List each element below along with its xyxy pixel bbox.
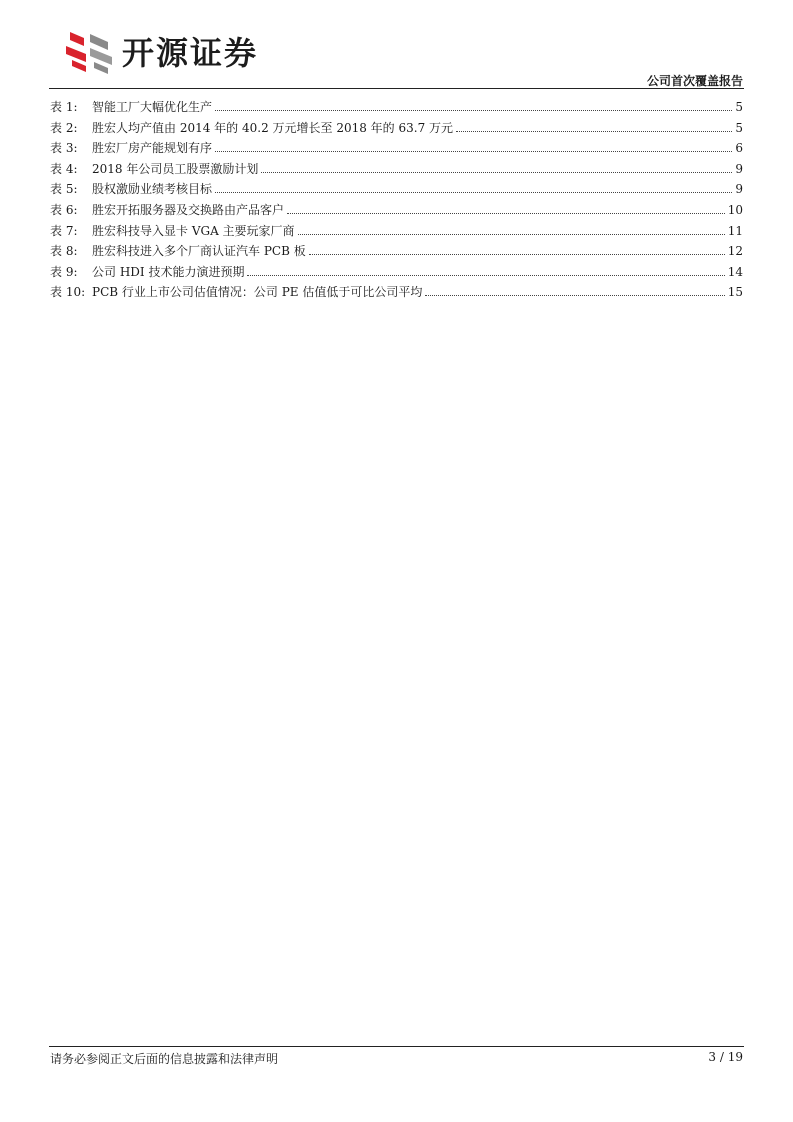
toc-entry-page[interactable]: 5 xyxy=(735,120,743,135)
toc-entry-page[interactable]: 12 xyxy=(727,244,743,259)
toc-entry-title[interactable]: PCB 行业上市公司估值情况：公司 PE 估值低于可比公司平均 xyxy=(92,285,423,300)
toc-dot-leader xyxy=(287,213,725,214)
toc-entry-label: 表 2: xyxy=(50,120,78,135)
toc-entry-label: 表 5: xyxy=(50,182,78,197)
toc-entry-label: 表 3: xyxy=(50,141,78,156)
toc-entry-page[interactable]: 15 xyxy=(727,285,743,300)
company-logo xyxy=(64,28,258,74)
toc-entry[interactable] xyxy=(50,282,743,303)
toc-dot-leader xyxy=(247,275,724,276)
toc-entry-page[interactable]: 11 xyxy=(727,223,743,238)
toc-entry[interactable] xyxy=(50,221,743,242)
toc-entry-title[interactable]: 胜宏人均产值由 2014 年的 40.2 万元增长至 2018 年的 63.7 万元 xyxy=(92,120,454,135)
toc-entry-title[interactable]: 股权激励业绩考核目标 xyxy=(92,182,213,197)
toc-entry[interactable] xyxy=(50,179,743,200)
logo-mark-icon xyxy=(64,28,116,74)
toc-entry[interactable] xyxy=(50,138,743,159)
toc-entry-title[interactable]: 2018 年公司员工股票激励计划 xyxy=(92,161,259,176)
footer-divider xyxy=(49,1046,744,1047)
toc-entry-title[interactable]: 智能工厂大幅优化生产 xyxy=(92,100,213,114)
toc-dot-leader xyxy=(215,110,732,111)
toc-entry-title[interactable]: 公司 HDI 技术能力演进预期 xyxy=(92,264,245,279)
toc-entry-label: 表 7: xyxy=(50,223,78,238)
toc-entry-label: 表 10: xyxy=(50,285,86,300)
toc-entry[interactable] xyxy=(50,200,743,221)
toc-dot-leader xyxy=(215,192,732,193)
toc-dot-leader xyxy=(309,254,725,255)
toc-entry[interactable] xyxy=(50,241,743,262)
toc-entry-label: 表 1: xyxy=(50,100,78,114)
toc-entry[interactable] xyxy=(50,159,743,180)
toc-dot-leader xyxy=(425,295,724,296)
toc-dot-leader xyxy=(215,151,732,152)
footer-disclaimer: 请务必参阅正文后面的信息披露和法律声明 xyxy=(50,1052,279,1066)
toc-entry-title[interactable]: 胜宏厂房产能规划有序 xyxy=(92,141,213,156)
toc-entry-label: 表 9: xyxy=(50,264,78,279)
table-of-tables xyxy=(50,97,743,303)
toc-entry-page[interactable]: 9 xyxy=(735,182,743,197)
header-divider xyxy=(49,88,744,89)
toc-entry[interactable] xyxy=(50,97,743,118)
toc-dot-leader xyxy=(261,172,732,173)
toc-entry-label: 表 4: xyxy=(50,161,78,176)
toc-entry-title[interactable]: 胜宏开拓服务器及交换路由产品客户 xyxy=(92,202,285,217)
toc-entry[interactable] xyxy=(50,118,743,139)
toc-entry-label: 表 8: xyxy=(50,244,78,259)
report-type-label: 公司首次覆盖报告 xyxy=(646,74,743,88)
toc-entry[interactable] xyxy=(50,262,743,283)
toc-entry-title[interactable]: 胜宏科技导入显卡 VGA 主要玩家厂商 xyxy=(92,223,295,238)
toc-entry-title[interactable]: 胜宏科技进入多个厂商认证汽车 PCB 板 xyxy=(92,244,306,259)
toc-entry-page[interactable]: 5 xyxy=(735,100,743,114)
toc-entry-page[interactable]: 14 xyxy=(727,264,743,279)
toc-dot-leader xyxy=(298,234,725,235)
toc-entry-page[interactable]: 10 xyxy=(727,202,743,217)
page-indicator: 3 / 19 xyxy=(708,1050,743,1064)
toc-dot-leader xyxy=(456,131,732,132)
toc-entry-page[interactable]: 6 xyxy=(735,141,743,156)
toc-entry-label: 表 6: xyxy=(50,202,78,217)
toc-entry-page[interactable]: 9 xyxy=(735,161,743,176)
logo-text: 开源证券 xyxy=(122,34,259,72)
